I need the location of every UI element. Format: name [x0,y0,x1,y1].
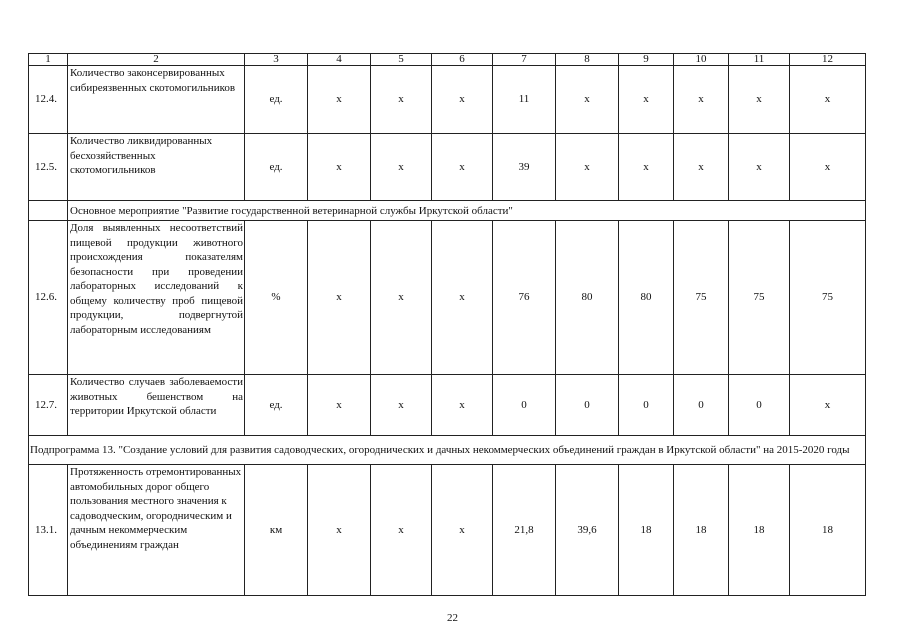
value-cell: х [308,66,371,134]
subprogram-row [29,436,866,465]
value-cell: х [308,375,371,436]
value-cell: х [371,465,432,596]
value-cell: х [619,66,674,134]
row-number: 12.7. [29,375,68,436]
value-cell: 80 [556,221,619,375]
value-cell: 75 [729,221,790,375]
value-cell: х [432,134,493,201]
unit-cell: км [245,465,308,596]
value-cell: 0 [493,375,556,436]
value-cell: х [432,465,493,596]
value-cell: х [308,465,371,596]
value-cell: х [432,221,493,375]
value-cell: 0 [674,375,729,436]
header-cell: 11 [729,54,790,66]
indicator-name: Количество законсервированных сибиреязвенных скотомогильников [68,66,245,134]
indicator-name: Количество ликвидированных бесхозяйственных скотомогильников [68,134,245,201]
header-cell: 10 [674,54,729,66]
header-cell: 4 [308,54,371,66]
value-cell: 18 [729,465,790,596]
value-cell: 0 [729,375,790,436]
value-cell: х [729,66,790,134]
value-cell: х [308,134,371,201]
table-row [29,134,866,201]
value-cell: 80 [619,221,674,375]
value-cell: х [674,66,729,134]
indicator-name: Количество случаев заболеваемости животных бешенством на территории Иркутской области [68,375,245,436]
value-cell: 75 [790,221,866,375]
value-cell: х [371,66,432,134]
value-cell: 75 [674,221,729,375]
value-cell: х [371,221,432,375]
header-cell: 8 [556,54,619,66]
main-event-heading: Основное мероприятие "Развитие государственной ветеринарной службы Иркутской области" [68,201,866,221]
table-row [29,375,866,436]
section-row [29,201,866,221]
value-cell: 18 [790,465,866,596]
header-cell: 9 [619,54,674,66]
value-cell: 76 [493,221,556,375]
header-cell: 7 [493,54,556,66]
subprogram-heading: Подпрограмма 13. "Создание условий для развития садоводческих, огороднических и дачных некоммерческих объединений граждан в Иркутской области" на 2015-2020 годы [29,436,866,465]
value-cell: х [556,66,619,134]
header-cell: 1 [29,54,68,66]
value-cell: 39,6 [556,465,619,596]
page-number: 22 [447,612,458,624]
value-cell: х [674,134,729,201]
table-header-row [29,54,866,66]
value-cell: 18 [619,465,674,596]
header-cell: 5 [371,54,432,66]
header-cell: 12 [790,54,866,66]
value-cell: х [790,134,866,201]
row-number: 12.5. [29,134,68,201]
indicator-table [28,53,866,596]
unit-cell: % [245,221,308,375]
value-cell: х [556,134,619,201]
value-cell: х [790,66,866,134]
value-cell: х [432,375,493,436]
value-cell: х [619,134,674,201]
value-cell: х [308,221,371,375]
value-cell: 18 [674,465,729,596]
value-cell: х [729,134,790,201]
value-cell: 0 [619,375,674,436]
unit-cell: ед. [245,375,308,436]
table-row [29,66,866,134]
unit-cell: ед. [245,134,308,201]
value-cell: х [371,375,432,436]
row-number: 12.6. [29,221,68,375]
unit-cell: ед. [245,66,308,134]
header-cell: 6 [432,54,493,66]
value-cell: 39 [493,134,556,201]
value-cell: 0 [556,375,619,436]
indicator-name: Доля выявленных несоответствий пищевой продукции животного происхождения показателям безопасности при проведении лабораторных исследований к общему количеству проб пищевой продукции, подвергнутой лабораторным исследованиям [68,221,245,375]
value-cell: х [790,375,866,436]
empty-cell [29,201,68,221]
value-cell: 21,8 [493,465,556,596]
row-number: 12.4. [29,66,68,134]
header-cell: 2 [68,54,245,66]
header-cell: 3 [245,54,308,66]
table-row [29,465,866,596]
value-cell: 11 [493,66,556,134]
value-cell: х [371,134,432,201]
table-row [29,221,866,375]
row-number: 13.1. [29,465,68,596]
value-cell: х [432,66,493,134]
indicator-name: Протяженность отремонтированных автомобильных дорог общего пользования местного значения к садоводческим, огородническим и дачным некоммерческим объединениям граждан [68,465,245,596]
